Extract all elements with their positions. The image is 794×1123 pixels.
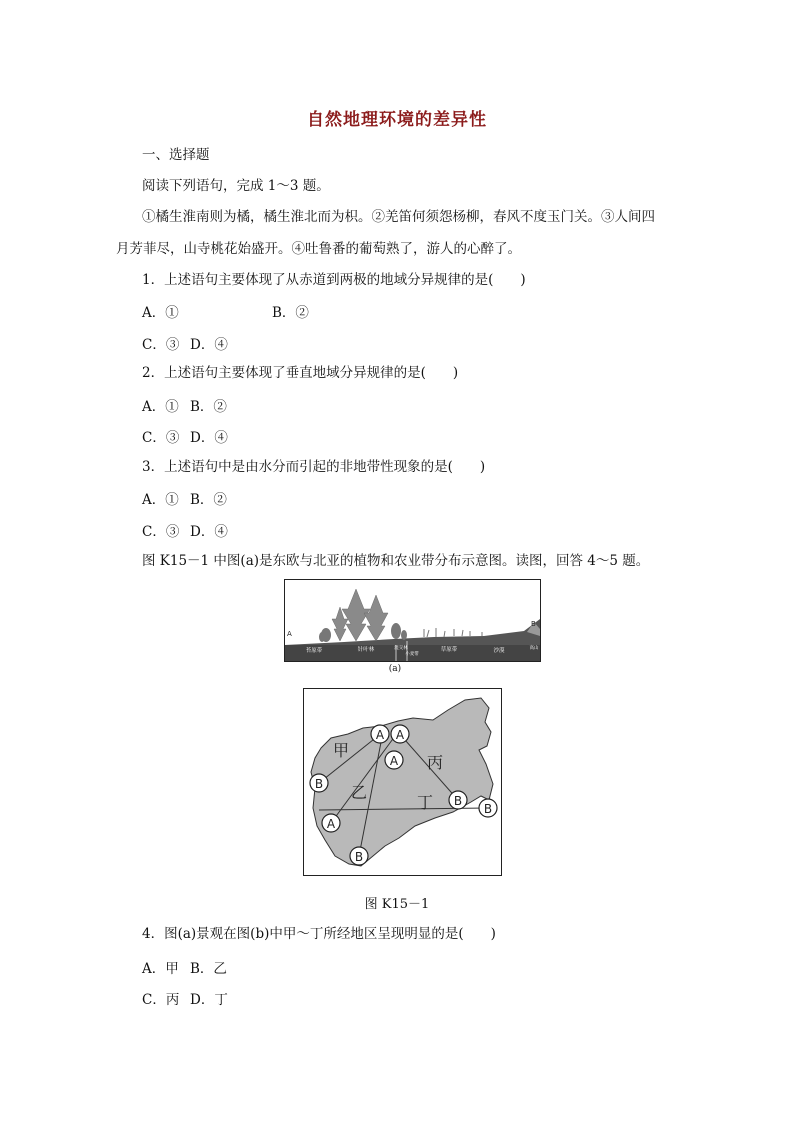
q2-option-d: D．④ xyxy=(190,430,228,446)
figure-b-map xyxy=(303,688,503,877)
zone-label-desert: 沙漠 xyxy=(493,648,505,654)
question-2-text: 2．上述语句主要体现了垂直地域分异规律的是( ) xyxy=(142,365,459,381)
section-heading: 一、选择题 xyxy=(142,147,210,163)
region-label-yi: 乙 xyxy=(351,783,368,802)
q1-option-a: A．① xyxy=(142,305,179,321)
q4-option-b: B．乙 xyxy=(190,961,227,977)
map-point-a-4: A xyxy=(326,817,336,831)
passage-line-2: 月芳菲尽，山寺桃花始盛开。④吐鲁番的葡萄熟了，游人的心醉了。 xyxy=(116,241,521,257)
region-label-ding: 丁 xyxy=(417,793,434,812)
q1-option-b: B．② xyxy=(272,305,309,321)
figure-a-profile xyxy=(284,579,542,663)
q2-option-a: A．① xyxy=(142,399,179,415)
zone-label-coniferous: 针叶林 xyxy=(357,647,375,653)
region-label-jia: 甲 xyxy=(333,741,350,760)
map-point-b-2: B xyxy=(354,850,364,864)
zone-label-steppe: 草原带 xyxy=(440,647,458,653)
question-1-text: 1．上述语句主要体现了从赤道到两极的地域分异规律的是( ) xyxy=(142,272,526,288)
q3-option-c: C．③ xyxy=(142,524,180,540)
figure-a-point-a: A xyxy=(287,630,292,638)
zone-label-mixed: 混交林 xyxy=(394,646,408,651)
map-point-a-1: A xyxy=(375,728,385,742)
passage-line-1: ①橘生淮南则为橘，橘生淮北而为枳。②羌笛何须怨杨柳，春风不度玉门关。③人间四 xyxy=(142,209,655,225)
figure-intro: 图 K15－1 中图(a)是东欧与北亚的植物和农业带分布示意图。读图，回答 4～5 题。 xyxy=(142,553,650,569)
q4-option-d: D．丁 xyxy=(190,992,228,1008)
figure-a-label: (a) xyxy=(388,664,402,674)
q3-option-a: A．① xyxy=(142,492,179,508)
map-point-b-1: B xyxy=(314,777,324,791)
figure-a-point-b: B xyxy=(531,620,536,628)
poem-passage xyxy=(142,202,682,233)
map-point-b-4: B xyxy=(483,802,493,816)
q1-option-d: D．④ xyxy=(190,337,228,353)
reading-instruction: 阅读下列语句，完成 1～3 题。 xyxy=(142,178,330,194)
map-point-a-3: A xyxy=(389,754,399,768)
q2-option-b: B．② xyxy=(190,399,227,415)
q4-option-c: C．丙 xyxy=(142,992,180,1008)
q3-option-d: D．④ xyxy=(190,524,228,540)
zone-label-alpine: 高山 xyxy=(529,646,539,651)
zone-label-wheat: 小麦带 xyxy=(405,652,419,657)
question-4-text: 4．图(a)景观在图(b)中甲～丁所经地区呈现明显的是( ) xyxy=(142,926,496,942)
figure-caption: 图 K15－1 xyxy=(364,897,430,912)
q4-option-a: A．甲 xyxy=(142,961,179,977)
q3-option-b: B．② xyxy=(190,492,227,508)
map-point-b-3: B xyxy=(453,794,463,808)
q2-option-c: C．③ xyxy=(142,430,180,446)
map-point-a-2: A xyxy=(395,728,405,742)
question-3-text: 3．上述语句中是由水分而引起的非地带性现象的是( ) xyxy=(142,459,486,475)
region-label-bing: 丙 xyxy=(427,753,444,772)
page-title: 自然地理环境的差异性 xyxy=(307,110,487,130)
q1-option-c: C．③ xyxy=(142,337,180,353)
zone-label-tundra: 苔原带 xyxy=(305,648,323,654)
